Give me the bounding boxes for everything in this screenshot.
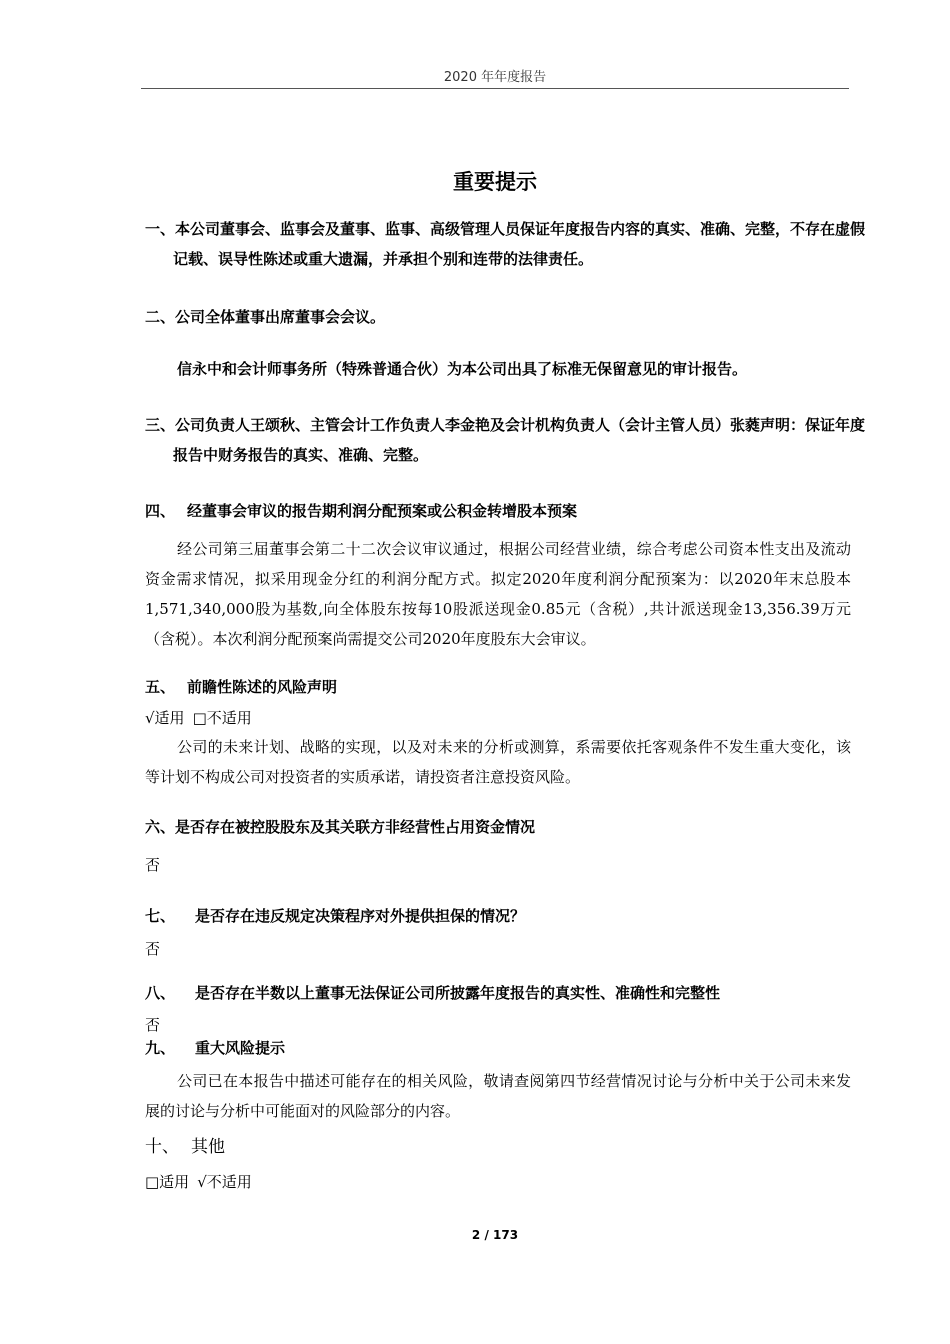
section-1-number: 一、 (145, 220, 176, 238)
section-4-title: 经董事会审议的报告期利润分配预案或公积金转增股本预案 (187, 502, 578, 520)
audit-opinion: 信永中和会计师事务所（特殊普通合伙）为本公司出具了标准无保留意见的审计报告。 (177, 360, 748, 378)
section-5-number: 五、 (145, 678, 176, 696)
section-5-heading (145, 672, 851, 702)
section-8-title: 是否存在半数以上董事无法保证公司所披露年度报告的真实性、准确性和完整性 (195, 984, 721, 1002)
section-2-text: 公司全体董事出席董事会会议。 (175, 308, 386, 326)
section-2 (145, 302, 851, 332)
section-8-heading (145, 978, 851, 1008)
section-4-number: 四、 (145, 502, 176, 520)
section-5-title: 前瞻性陈述的风险声明 (187, 678, 338, 696)
header-rule (141, 88, 849, 89)
section-1-text: 本公司董事会、监事会及董事、监事、高级管理人员保证年度报告内容的真实、准确、完整，不存在虚假记载、误导性陈述或重大遗漏，并承担个别和连带的法律责任。 (173, 220, 866, 268)
section-10-title: 其他 (191, 1137, 225, 1157)
section-10-number: 十、 (145, 1137, 179, 1157)
section-7-title: 是否存在违反规定决策程序对外提供担保的情况？ (195, 907, 526, 925)
section-7-number: 七、 (145, 907, 176, 925)
section-8-answer: 否 (145, 1016, 161, 1034)
section-9-title: 重大风险提示 (195, 1039, 286, 1057)
section-7-answer: 否 (145, 940, 161, 958)
page-title: 重要提示 (453, 170, 537, 194)
section-4-heading (145, 496, 851, 526)
section-8-number: 八、 (145, 984, 176, 1002)
not-applicable-checked: √不适用 (197, 1173, 252, 1191)
section-3-number: 三、 (145, 416, 176, 434)
section-6-number: 六、 (145, 818, 176, 836)
section-9-body: 公司已在本报告中描述可能存在的相关风险，敬请查阅第四节经营情况讨论与分析中关于公司未来发展的讨论与分析中可能面对的风险部分的内容。 (145, 1072, 851, 1120)
section-6-heading (145, 812, 851, 842)
section-10-options (145, 1167, 851, 1197)
section-10-heading (145, 1132, 851, 1162)
section-5-body: 公司的未来计划、战略的实现，以及对未来的分析或测算，系需要依托客观条件不发生重大变化，该等计划不构成公司对投资者的实质承诺，请投资者注意投资风险。 (145, 738, 851, 786)
applicable-unchecked: □适用 (145, 1173, 190, 1191)
section-3-text: 公司负责人王颂秋、主管会计工作负责人李金艳及会计机构负责人（会计主管人员）张蕤声明：保证年度报告中财务报告的真实、准确、完整。 (173, 416, 866, 464)
section-5-options (145, 703, 851, 733)
section-7-heading (145, 901, 851, 931)
running-header: 2020 年年度报告 (443, 70, 547, 85)
section-6-title: 是否存在被控股股东及其关联方非经营性占用资金情况 (175, 818, 536, 836)
section-9-number: 九、 (145, 1039, 176, 1057)
section-6-answer: 否 (145, 856, 161, 874)
section-2-number: 二、 (145, 308, 176, 326)
section-3 (145, 410, 879, 470)
not-applicable-unchecked: □不适用 (192, 709, 252, 727)
section-1 (145, 214, 879, 274)
section-9-heading (145, 1033, 851, 1063)
section-4-body: 经公司第三届董事会第二十二次会议审议通过，根据公司经营业绩，综合考虑公司资本性支出及流动资金需求情况，拟采用现金分红的利润分配方式。拟定2020年度利润分配预案为：以2020年末总股本1,571,340,000股为基数,向全体股东按每10股派送现金0.85元（含税）,共计派送现金13,356.39万元（含税）。本次利润分配预案尚需提交公司2020年度股东大会审议。 (145, 540, 851, 648)
applicable-checked: √适用 (145, 709, 185, 727)
page-number: 2 / 173 (471, 1228, 519, 1242)
